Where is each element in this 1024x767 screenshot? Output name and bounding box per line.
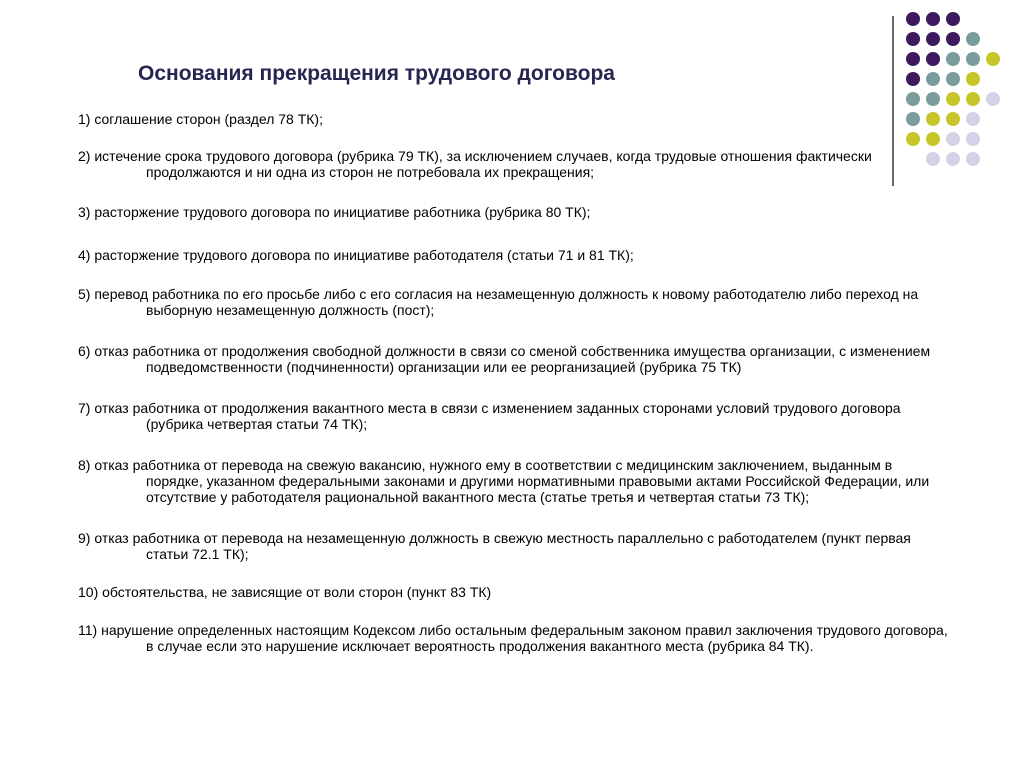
list-item-2: 2) истечение срока трудового договора (рубрика 79 ТК), за исключением случаев, когда трудовые отношения фактически продолжаются и ни одна из сторон не потребовала их прекращения;: [78, 148, 872, 180]
list-item-10: 10) обстоятельства, не зависящие от воли сторон (пункт 83 ТК): [78, 584, 492, 600]
decorative-dot: [946, 92, 960, 106]
decorative-dot: [946, 32, 960, 46]
decorative-dot: [906, 12, 920, 26]
decorative-dot: [906, 92, 920, 106]
decorative-dot: [926, 32, 940, 46]
decorative-dot: [926, 92, 940, 106]
decorative-dot: [946, 52, 960, 66]
decorative-dot: [966, 92, 980, 106]
list-item-4: 4) расторжение трудового договора по инициативе работодателя (статьи 71 и 81 ТК);: [78, 247, 634, 263]
slide-title: Основания прекращения трудового договора: [138, 62, 615, 85]
decorative-dot: [966, 32, 980, 46]
list-item-6: 6) отказ работника от продолжения свободной должности в связи со сменой собственника имущества организации, с изменением подведомственности (подчиненности) организации или ее реорганизацией (рубрика 75 ТК): [78, 343, 931, 375]
decorative-dot: [966, 52, 980, 66]
decorative-dot: [986, 92, 1000, 106]
list-item-5: 5) перевод работника по его просьбе либо с его согласия на незамещенную должность к новому работодателю либо переход на выборную незамещенную должность (пост);: [78, 286, 919, 318]
decorative-dot: [966, 132, 980, 146]
list-item-8: 8) отказ работника от перевода на свежую вакансию, нужного ему в соответствии с медицинским заключением, выданным в порядке, указанном федеральными законами и другими нормативными правовыми актами Российской Федерации, или отсутствие у работодателя рациональной вакантного места (статье третья и четвертая статьи 73 ТК);: [78, 457, 930, 505]
termination-grounds-list: [78, 111, 948, 654]
decorative-dot: [966, 112, 980, 126]
decorative-dot: [946, 72, 960, 86]
list-item-11: 11) нарушение определенных настоящим Кодексом либо остальным федеральным законом правил заключения трудового договора, в случае если это нарушение исключает вероятность продолжения вакантного места (рубрика 84 ТК).: [78, 622, 948, 654]
decorative-dot: [986, 52, 1000, 66]
list-item-7: 7) отказ работника от продолжения вакантного места в связи с изменением заданных сторонами условий трудового договора (рубрика четвертая статьи 74 ТК);: [78, 400, 901, 432]
decorative-dot: [906, 32, 920, 46]
decorative-dot: [946, 112, 960, 126]
decorative-dot: [946, 132, 960, 146]
decorative-dot: [926, 72, 940, 86]
decorative-dot: [906, 72, 920, 86]
decorative-dot: [946, 152, 960, 166]
decorative-dot: [946, 12, 960, 26]
decorative-dot: [906, 52, 920, 66]
list-item-9: 9) отказ работника от перевода на незамещенную должность в свежую местность параллельно с работодателем (пункт первая статьи 72.1 ТК);: [78, 530, 911, 562]
list-item-3: 3) расторжение трудового договора по инициативе работника (рубрика 80 ТК);: [78, 204, 591, 220]
decorative-dot: [966, 152, 980, 166]
list-item-1: 1) соглашение сторон (раздел 78 ТК);: [78, 111, 323, 127]
decorative-dot: [926, 12, 940, 26]
decorative-dot: [926, 52, 940, 66]
decorative-dot: [966, 72, 980, 86]
